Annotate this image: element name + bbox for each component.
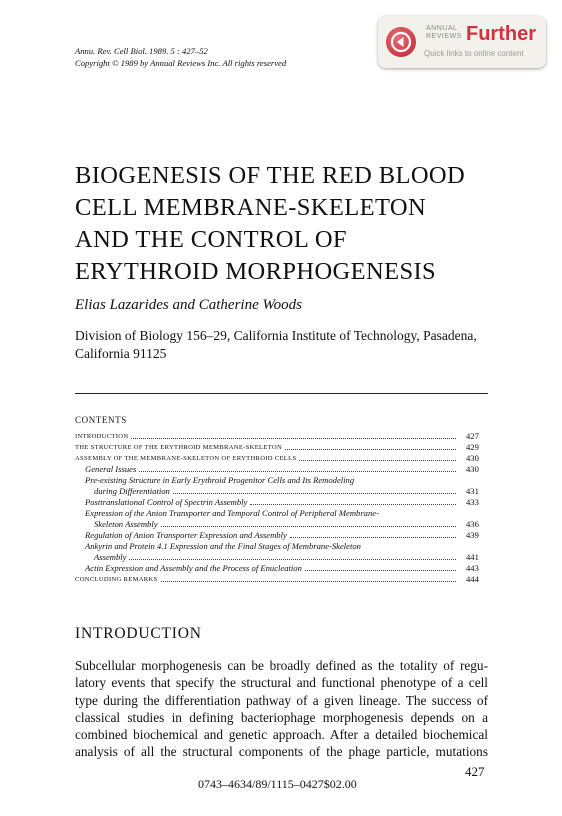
- toc-text: Pre-existing Structure in Early Erythroid Progenitor Cells and Its Remodeling: [85, 475, 355, 485]
- toc-text: during Differentiation: [94, 486, 170, 496]
- journal-citation: Annu. Rev. Cell Biol. 1989. 5 : 427–52: [75, 46, 208, 56]
- toc-page: 443: [466, 563, 479, 573]
- toc-row[interactable]: [75, 563, 488, 574]
- body-line: type during the differentiation pathway of a given lineage. The success of: [75, 692, 488, 708]
- toc-row[interactable]: [75, 519, 488, 530]
- toc-text: Assembly: [94, 552, 127, 562]
- toc-row[interactable]: [75, 552, 488, 563]
- toc-text: ASSEMBLY OF THE MEMBRANE-SKELETON OF ERYTHROID CELLS: [75, 455, 297, 462]
- toc-row[interactable]: [75, 486, 488, 497]
- authors: Elias Lazarides and Catherine Woods: [75, 297, 302, 313]
- toc-row[interactable]: [75, 464, 488, 475]
- body-line: combined biochemical and genetic approach. After a detailed biochemical: [75, 727, 488, 743]
- body-line: latory events that specify the structural and functional phenotype of a cell: [75, 675, 488, 691]
- toc-row[interactable]: [75, 530, 488, 541]
- badge-further: Further: [466, 23, 536, 45]
- badge-reviews: REVIEWS: [426, 33, 462, 40]
- toc-page: 431: [466, 486, 479, 496]
- title-line: BIOGENESIS OF THE RED BLOOD: [75, 162, 466, 189]
- toc-page: 429: [466, 442, 479, 452]
- toc-text: INTRODUCTION: [75, 433, 129, 440]
- page-number: 427: [465, 764, 485, 779]
- toc-row[interactable]: [75, 431, 488, 442]
- toc-text: General Issues: [85, 464, 137, 474]
- journal-citation-block: [75, 45, 286, 69]
- toc-text: Posttranslational Control of Spectrin Assembly: [85, 497, 248, 507]
- toc-text: CONCLUDING REMARKS: [75, 576, 158, 583]
- body-line: classical studies in defining bacteriophage morphogenesis depends on a: [75, 709, 488, 725]
- toc-page: 433: [466, 497, 479, 507]
- article-title: [75, 160, 465, 288]
- toc-row[interactable]: [75, 453, 488, 464]
- body-line: analysis of all the structural components of the phage particle, mutations: [75, 744, 488, 760]
- toc-page: 436: [466, 519, 479, 529]
- badge-annual: ANNUAL: [426, 25, 458, 32]
- body-text: [75, 657, 488, 761]
- toc-text: Ankyrin and Protein 4.1 Expression and the Final Stages of Membrane-Skeleton: [85, 541, 361, 551]
- toc-text: THE STRUCTURE OF THE ERYTHROID MEMBRANE-SKELETON: [75, 444, 283, 451]
- toc-text: Actin Expression and Assembly and the Process of Enucleation: [85, 563, 302, 573]
- toc-row[interactable]: [75, 442, 488, 453]
- toc-row[interactable]: [75, 574, 488, 585]
- toc-page: 439: [466, 530, 479, 540]
- toc-page: 430: [466, 464, 479, 474]
- affiliation: Division of Biology 156–29, California Institute of Technology, Pasadena, California 91125: [75, 328, 477, 361]
- contents-heading: CONTENTS: [75, 415, 127, 425]
- title-line: AND THE CONTROL OF: [75, 226, 347, 253]
- body-line: Subcellular morphogenesis can be broadly defined as the totality of regu-: [75, 658, 488, 673]
- toc-text: Skeleton Assembly: [94, 519, 158, 529]
- section-heading: INTRODUCTION: [75, 625, 202, 642]
- further-reviews-badge[interactable]: [378, 16, 546, 68]
- journal-copyright: Copyright © 1989 by Annual Reviews Inc. All rights reserved: [75, 58, 287, 68]
- toc-page: 430: [466, 453, 479, 463]
- badge-subtitle: Quick links to online content: [424, 49, 524, 58]
- badge-annual-reviews: [426, 25, 462, 41]
- title-line: CELL MEMBRANE-SKELETON: [75, 194, 427, 221]
- toc-text: Expression of the Anion Transporter and Temporal Control of Peripheral Membrane-: [85, 508, 379, 518]
- table-of-contents: [75, 431, 488, 585]
- toc-page: 441: [466, 552, 479, 562]
- divider: [75, 393, 488, 394]
- title-line: ERYTHROID MORPHOGENESIS: [75, 258, 437, 285]
- toc-page: 427: [466, 431, 479, 441]
- toc-text: Regulation of Anion Transporter Expression and Assembly: [85, 530, 287, 540]
- footer-code: 0743–4634/89/1115–0427$02.00: [198, 777, 357, 791]
- toc-page: 444: [466, 574, 479, 584]
- toc-row[interactable]: [75, 497, 488, 508]
- arrow-left-icon: [386, 27, 416, 57]
